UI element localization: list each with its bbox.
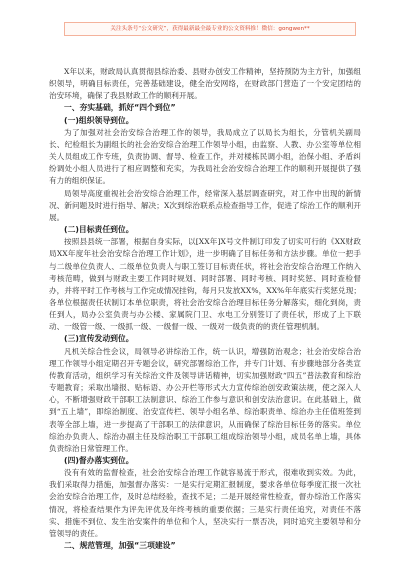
document-body — [49, 66, 361, 552]
paragraph: 为了加强对社会治安综合治理工作的领导，我局成立了以局长为组长，分管机关副局长、纪检组长为副组长的社会治安综合治理工作领导小组，由监察、人教、办公室等单位相关人员组成工作专班，负责协调、督导、检查工作，并对楼栋民调小组，治保小组、矛盾纠纷调处小组人员进行了相应调整和充实，为我局社会治安综合治理工作的顺利开展提供了强有力的组织保证。 — [49, 127, 361, 186]
section-heading: 二、规范管理，加强“三项建设” — [64, 541, 176, 551]
section-heading: (二)目标责任到位。 — [64, 225, 134, 235]
paragraph: X年以来，财政局认真贯彻县综治委、县财办创安工作精神，坚持预防为主方针，加强组织领导，明确目标责任，完善基础建设，健全治安网络，在财政部门营造了一个安定团结的治安环境，确保了我县财政工作的顺利开展。 — [49, 67, 361, 101]
paragraph: 按照县县统一部署，根据自身实际，以[XX年]X号文件制订印发了切实可行的《XX财政局XX年度年社会治安综合治理工作计划》，进一步明确了目标任务和方法步骤。单位一把手与二级单位负责人、二级单位负责人与职工签订目标责任状，将社会治安综合治理工作纳入考核范畴，做到与财政主要工作同时规划、同时部署、同时考核、同时奖惩、同时查检督办，并将平时工作考核与工作完成情况挂钩，每月只发放XX%，XX%年年底实行奖惩兑现；各单位根据责任状制订本单位职责，将社会治安综合治理目标任务分解落实，细化到岗，责任到人，局办公室负责与办公楼、家属院门卫、水电工分别签订了责任状，形成了上下联动、一级管一级、一级抓一级、一级督一级、一级对一级负责的的责任管理机制。 — [49, 237, 361, 332]
section-heading: (三)宣传发动到位。 — [64, 334, 134, 344]
section-heading: (四)督办落实到位。 — [64, 456, 134, 465]
section-heading: 一、夯实基础，抓好“四个到位” — [64, 103, 176, 113]
section-heading: (一)组织领导到位。 — [64, 115, 134, 125]
wechat-promo-banner: 关注头条号“公文研究”，获得最新最全最专业的公文资料推！微信：gongwen** — [64, 22, 356, 36]
paragraph: 凡机关综合性会议，局领导必讲综治工作，统一认识，增强防治观念；社会治安综合治理工作领导小组定期召开专题会议，研究部署综治工作，并专门计划、有步骤地部分各类宣传教育活动，组织学习有关综治文件及领导讲话精神，切实加强财政“四五”普法教育和综治专题教育；采取出墙报、贴标语、办公开栏等形式大力宣传综治创安政策法规，使之深入人心，不断增强财政干部职工法制意识、综治工作参与意识和创安法治意识。在此基础上，做到“五上墙”，即综治制度、治安宣传栏、领导小组名单、综治职责单、综治办主任值班签到表等全部上墙，进一步提高了干部职工的法律意识，从而确保了综治目标任务的落实。单位综治办负责人、综治办副主任及综治职工干部职工组成综治领导小组，成员名单上墙，具体负责综治日常管理工作。 — [49, 346, 361, 453]
paragraph: 局领导高度重视社会治安综合治理工作，经常深入基层调查研究，对工作中出现的新情况、新问题及时进行指导、解决；X次到综治联系点检查指导工作，促进了综治工作的顺利开展。 — [49, 188, 361, 222]
paragraph: 没有有效的监督检查，社会治安综合治理工作就容易流于形式，很难收到实效。为此，我们采取得力措施，加强督办落实：一是实行定期汇报制度，要求各单位每季度汇报一次社会治安综合治理工作，及时总结经验，查找不足；二是开展经常性检查，督办综治工作落实情况，将检查结果作为评先评优及年终考核的重要依据；三是实行责任追究，对责任不落实、措施不到位、发生治安案件的单位和个人，坚决实行一票否决，同时追究主要领导和分管领导的责任。 — [49, 468, 361, 538]
